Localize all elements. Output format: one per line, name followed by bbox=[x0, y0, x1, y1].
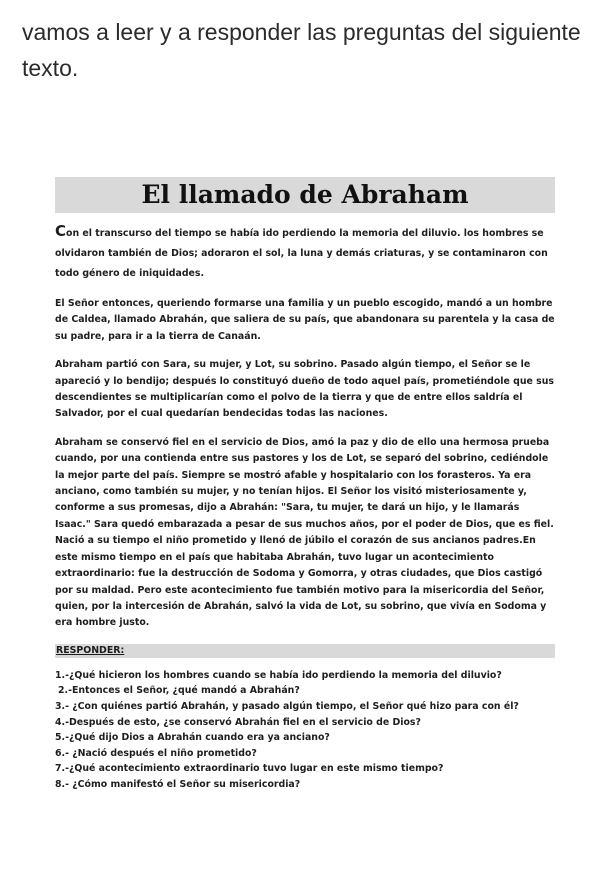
paragraph-1-text: on el transcurso del tiempo se había ido perdiendo la memoria del diluvio. los hombres se olvidaron también de Dios; adoraron el sol, la luna y demás criaturas, y se contaminaron con todo género de iniquidades. bbox=[55, 228, 548, 279]
respond-heading: RESPONDER: bbox=[55, 644, 555, 658]
question-item: 1.-¿Qué hicieron los hombres cuando se había ido perdiendo la memoria del diluvio? bbox=[55, 669, 502, 681]
paragraph-4: Abraham se conservó fiel en el servicio de Dios, amó la paz y dio de ello una hermosa prueba cuando, por una contienda entre sus pastores y los de Lot, se separó del sobrino, cediéndole la mejor parte del país. Siempre se mostró afable y hospitalario con los forasteros. Ya era anciano, como también su mujer, y no tenían hijos. El Señor los visitó misteriosamente y, conforme a sus promesas, dijo a Abrahán: "Sara, tu mujer, te dará un hijo, y le llamarás Isaac." Sara quedó embarazada a pesar de sus muchos años, por el poder de Dios, que es fiel. Nació a su tiempo el niño prometido y llenó de júbilo el corazón de sus ancianos padres.En este mismo tiempo en el país que habitaba Abrahán, tuvo lugar un acontecimiento extraordinario: fue la destrucción de Sodoma y Gomorra, y otras ciudades, que Dios castigó por su maldad. Pero este acontecimiento fue también motivo para la misericordia del Señor, quien, por la intercesión de Abrahán, salvó la vida de Lot, su sobrino, que vivía en Sodoma y era hombre justo. bbox=[55, 436, 554, 629]
paragraph-1 bbox=[55, 221, 555, 284]
paragraph-3: Abraham partió con Sara, su mujer, y Lot, su sobrino. Pasado algún tiempo, el Señor se le apareció y lo bendijo; después lo constituyó dueño de todo aquel país, prometiéndole que sus descendientes se multiplicarían como el polvo de la tierra y que de entre ellos saldría el Salvador, por el cual quedarían bendecidas todas las naciones. bbox=[55, 359, 554, 420]
question-item: 3.- ¿Con quiénes partió Abrahán, y pasado algún tiempo, el Señor qué hizo para con él? bbox=[55, 700, 519, 712]
question-item: 7.-¿Qué acontecimiento extraordinario tuvo lugar en este mismo tiempo? bbox=[55, 763, 444, 775]
question-item: 5.-¿Qué dijo Dios a Abrahán cuando era ya anciano? bbox=[55, 732, 330, 744]
drop-cap: C bbox=[55, 222, 67, 240]
question-item: 6.- ¿Nació después el niño prometido? bbox=[55, 747, 257, 759]
document-image bbox=[55, 177, 555, 792]
post-text: vamos a leer y a responder las preguntas del siguiente texto. bbox=[22, 19, 581, 81]
paragraph-2: El Señor entonces, queriendo formarse una familia y un pueblo escogido, mandó a un hombre de Caldea, llamado Abrahán, que saliera de su país, que abandonara su parentela y la casa de su padre, para ir a la tierra de Canaán. bbox=[55, 298, 555, 342]
question-list bbox=[55, 668, 555, 793]
question-item: 2.-Entonces el Señor, ¿qué mandó a Abrahán? bbox=[58, 685, 300, 697]
question-item: 8.- ¿Cómo manifestó el Señor su misericordia? bbox=[55, 778, 301, 790]
question-item: 4.-Después de esto, ¿se conservó Abrahán fiel en el servicio de Dios? bbox=[55, 716, 421, 728]
document-title: El llamado de Abraham bbox=[55, 177, 555, 213]
